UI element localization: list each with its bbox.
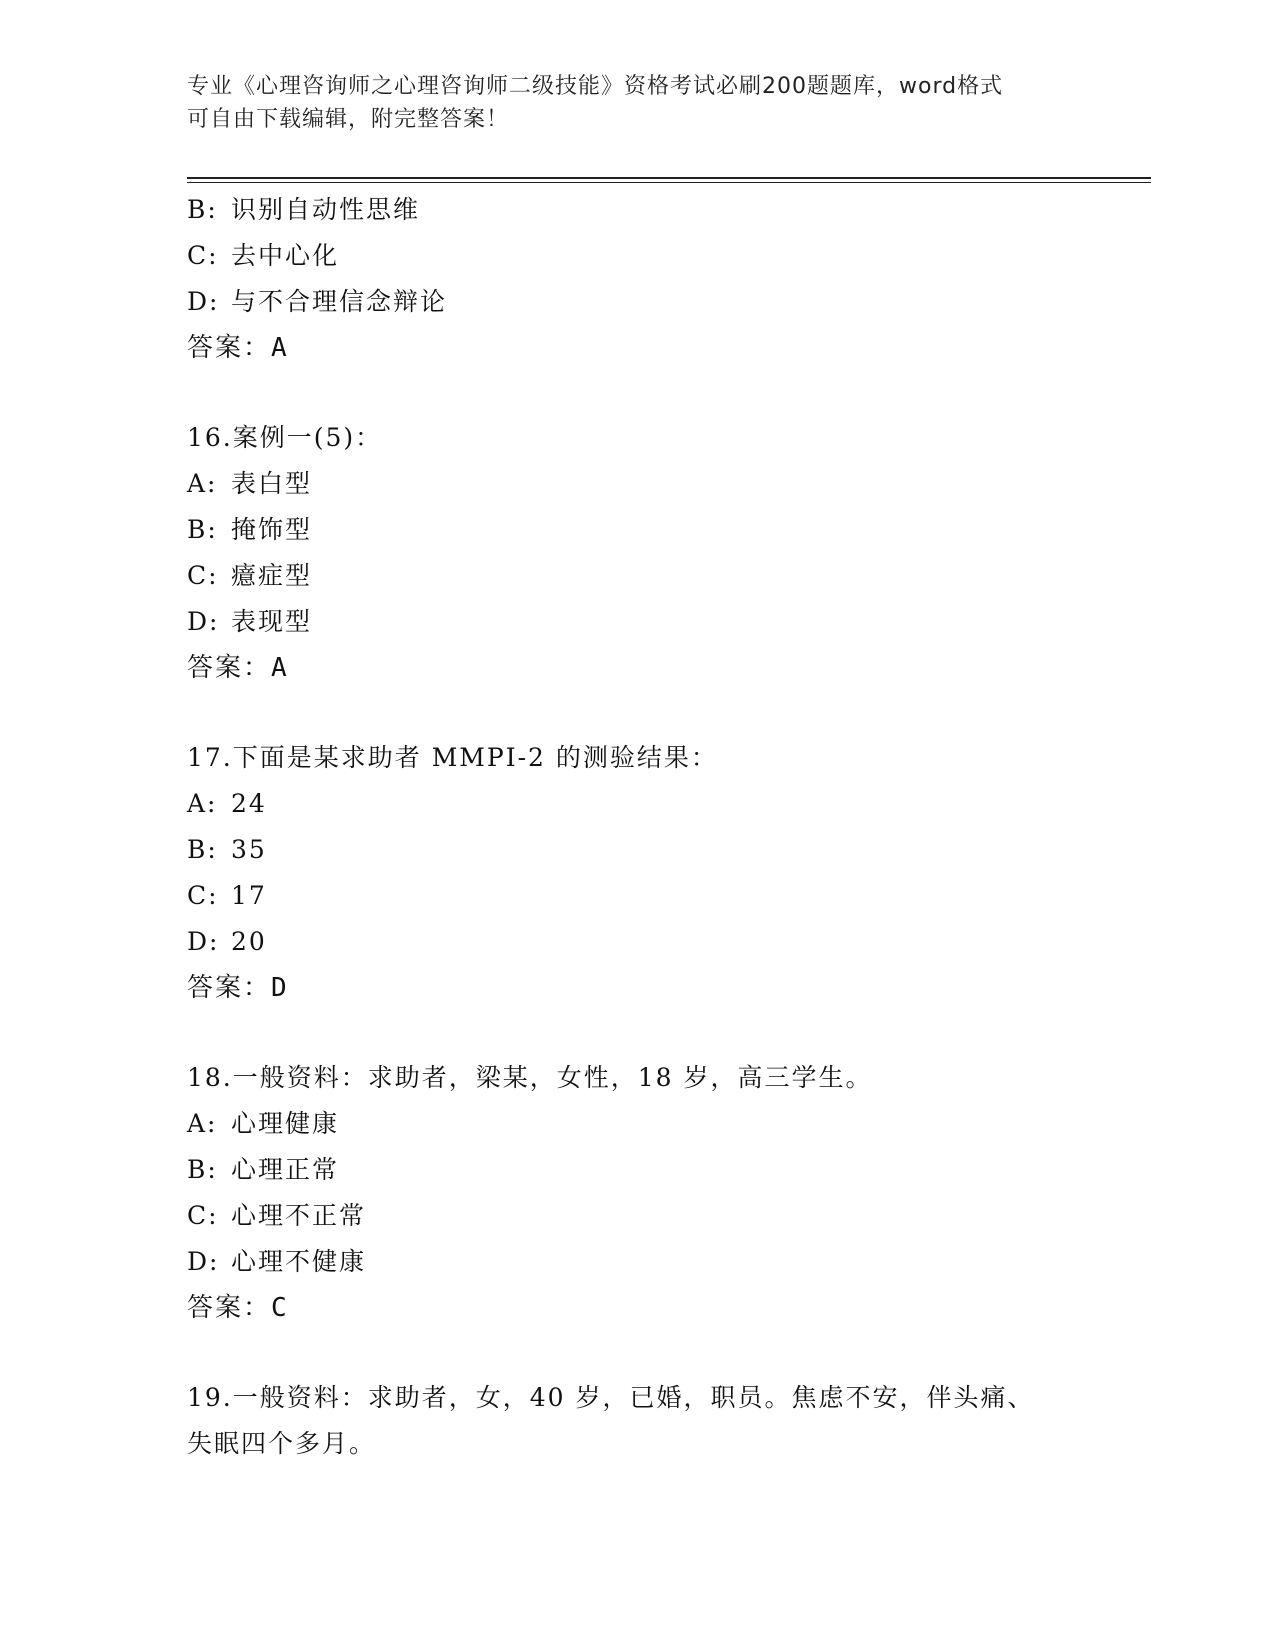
answer-label: 答案： — [187, 973, 272, 1003]
header-line-2: 可自由下载编辑，附完整答案！ — [187, 107, 510, 132]
answer-label: 答案： — [187, 1293, 272, 1323]
answer-label: 答案： — [187, 333, 272, 363]
answer-value: C — [271, 1293, 289, 1323]
option-a — [187, 461, 1137, 507]
option-text: 17 — [231, 881, 267, 910]
option-letter: B: — [187, 195, 218, 224]
option-d — [187, 1239, 1137, 1285]
option-text: 与不合理信念辩论 — [231, 287, 448, 316]
option-text: 心理不健康 — [231, 1247, 367, 1276]
option-text: 表现型 — [231, 607, 313, 636]
answer-line — [187, 1285, 1137, 1331]
option-letter: D: — [187, 607, 220, 636]
option-letter: B: — [187, 835, 218, 864]
option-text: 心理正常 — [231, 1155, 340, 1184]
option-letter: C: — [187, 1201, 219, 1230]
option-letter: C: — [187, 241, 219, 270]
question-17 — [187, 735, 1137, 1011]
answer-value: A — [271, 653, 289, 683]
option-text: 识别自动性思维 — [231, 195, 421, 224]
option-c — [187, 233, 1137, 279]
question-stem-line-2: 失眠四个多月。 — [187, 1429, 377, 1458]
option-d — [187, 599, 1137, 645]
option-letter: B: — [187, 1155, 218, 1184]
document-header — [187, 70, 1087, 136]
question-16 — [187, 415, 1137, 691]
question-18 — [187, 1055, 1137, 1331]
option-letter: D: — [187, 1247, 220, 1276]
option-letter: B: — [187, 515, 218, 544]
question-stem: 18.一般资料：求助者，梁某，女性，18 岁，高三学生。 — [187, 1063, 873, 1092]
option-a — [187, 781, 1137, 827]
answer-value: A — [271, 333, 289, 363]
option-text: 去中心化 — [231, 241, 340, 270]
question-stem: 17.下面是某求助者 MMPI-2 的测验结果： — [187, 743, 718, 772]
question-stem-line-1: 19.一般资料：求助者，女，40 岁，已婚，职员。焦虑不安，伴头痛、 — [187, 1383, 1035, 1412]
option-letter: C: — [187, 881, 219, 910]
option-b — [187, 507, 1137, 553]
option-text: 表白型 — [231, 469, 313, 498]
option-d — [187, 279, 1137, 325]
option-letter: A: — [187, 1109, 218, 1138]
option-text: 癔症型 — [231, 561, 313, 590]
option-a — [187, 1101, 1137, 1147]
option-letter: A: — [187, 789, 218, 818]
question-list — [187, 187, 1137, 1467]
answer-line — [187, 325, 1137, 371]
answer-line — [187, 965, 1137, 1011]
option-c — [187, 1193, 1137, 1239]
option-b — [187, 1147, 1137, 1193]
header-line-1: 专业《心理咨询师之心理咨询师二级技能》资格考试必刷200题题库，word格式 — [187, 74, 1004, 99]
question-15-continued — [187, 187, 1137, 371]
option-c — [187, 873, 1137, 919]
question-stem: 16.案例一(5)： — [187, 423, 383, 452]
option-text: 35 — [231, 835, 267, 864]
header-divider-thick — [187, 177, 1151, 179]
option-text: 20 — [231, 927, 267, 956]
answer-label: 答案： — [187, 653, 272, 683]
option-letter: C: — [187, 561, 219, 590]
option-letter: D: — [187, 287, 220, 316]
option-text: 掩饰型 — [231, 515, 313, 544]
option-c — [187, 553, 1137, 599]
option-b — [187, 187, 1137, 233]
question-19 — [187, 1375, 1137, 1467]
header-divider-thin — [187, 182, 1151, 183]
option-d — [187, 919, 1137, 965]
option-letter: D: — [187, 927, 220, 956]
option-text: 心理健康 — [231, 1109, 340, 1138]
answer-value: D — [271, 973, 289, 1003]
option-text: 心理不正常 — [231, 1201, 367, 1230]
answer-line — [187, 645, 1137, 691]
option-b — [187, 827, 1137, 873]
option-letter: A: — [187, 469, 218, 498]
option-text: 24 — [231, 789, 267, 818]
